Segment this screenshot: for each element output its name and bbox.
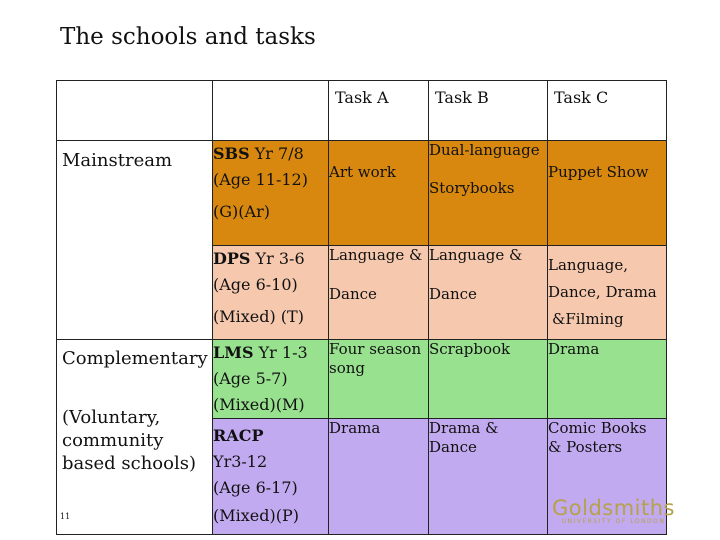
category-complementary-cell xyxy=(57,340,213,535)
header-task-a: Task A xyxy=(329,81,429,141)
header-row xyxy=(57,81,667,141)
school-sbs: SBS Yr 7/8 (Age 11-12) (G)(Ar) xyxy=(213,141,329,246)
logo-name: Goldsmiths xyxy=(552,496,676,520)
header-task-c: Task C xyxy=(548,81,667,141)
task-a-cell: Drama xyxy=(329,419,429,535)
task-c-cell: Comic Books & Posters xyxy=(548,419,667,535)
task-a-cell: Language & Dance xyxy=(329,246,429,340)
category-mainstream-cell xyxy=(57,141,213,340)
task-c-cell: Puppet Show xyxy=(548,141,667,246)
task-b-cell: Dual-language Storybooks xyxy=(429,141,548,246)
task-a-cell: Four season song xyxy=(329,340,429,419)
school-name: LMS xyxy=(213,343,254,362)
school-lms: LMS Yr 1-3 (Age 5-7) (Mixed)(M) xyxy=(213,340,329,419)
task-c-cell: Language, Dance, Drama &Filming xyxy=(548,246,667,340)
header-task-b: Task B xyxy=(429,81,548,141)
header-blank-school xyxy=(213,81,329,141)
category-complementary: Complementary xyxy=(62,348,208,369)
schools-tasks-table xyxy=(56,80,667,535)
task-b-cell: Drama & Dance xyxy=(429,419,548,535)
school-name: RACP xyxy=(213,426,264,445)
school-name: DPS xyxy=(213,249,251,268)
goldsmiths-logo xyxy=(552,496,675,525)
logo-subtitle: UNIVERSITY OF LONDON xyxy=(561,518,666,525)
school-dps: DPS Yr 3-6 (Age 6-10) (Mixed) (T) xyxy=(213,246,329,340)
school-racp: RACP Yr3-12 (Age 6-17) (Mixed)(P) xyxy=(213,419,329,535)
school-name: SBS xyxy=(213,144,250,163)
task-b-cell: Language & Dance xyxy=(429,246,548,340)
task-a-cell: Art work xyxy=(329,141,429,246)
table-row xyxy=(57,340,667,419)
task-c-cell: Drama xyxy=(548,340,667,419)
header-blank-category xyxy=(57,81,213,141)
category-complementary-note: (Voluntary, community based schools) xyxy=(62,407,196,474)
slide-number: 11 xyxy=(60,512,71,521)
task-b-cell: Scrapbook xyxy=(429,340,548,419)
page-title: The schools and tasks xyxy=(60,24,316,50)
table-row xyxy=(57,141,667,246)
category-mainstream: Mainstream xyxy=(62,150,173,171)
